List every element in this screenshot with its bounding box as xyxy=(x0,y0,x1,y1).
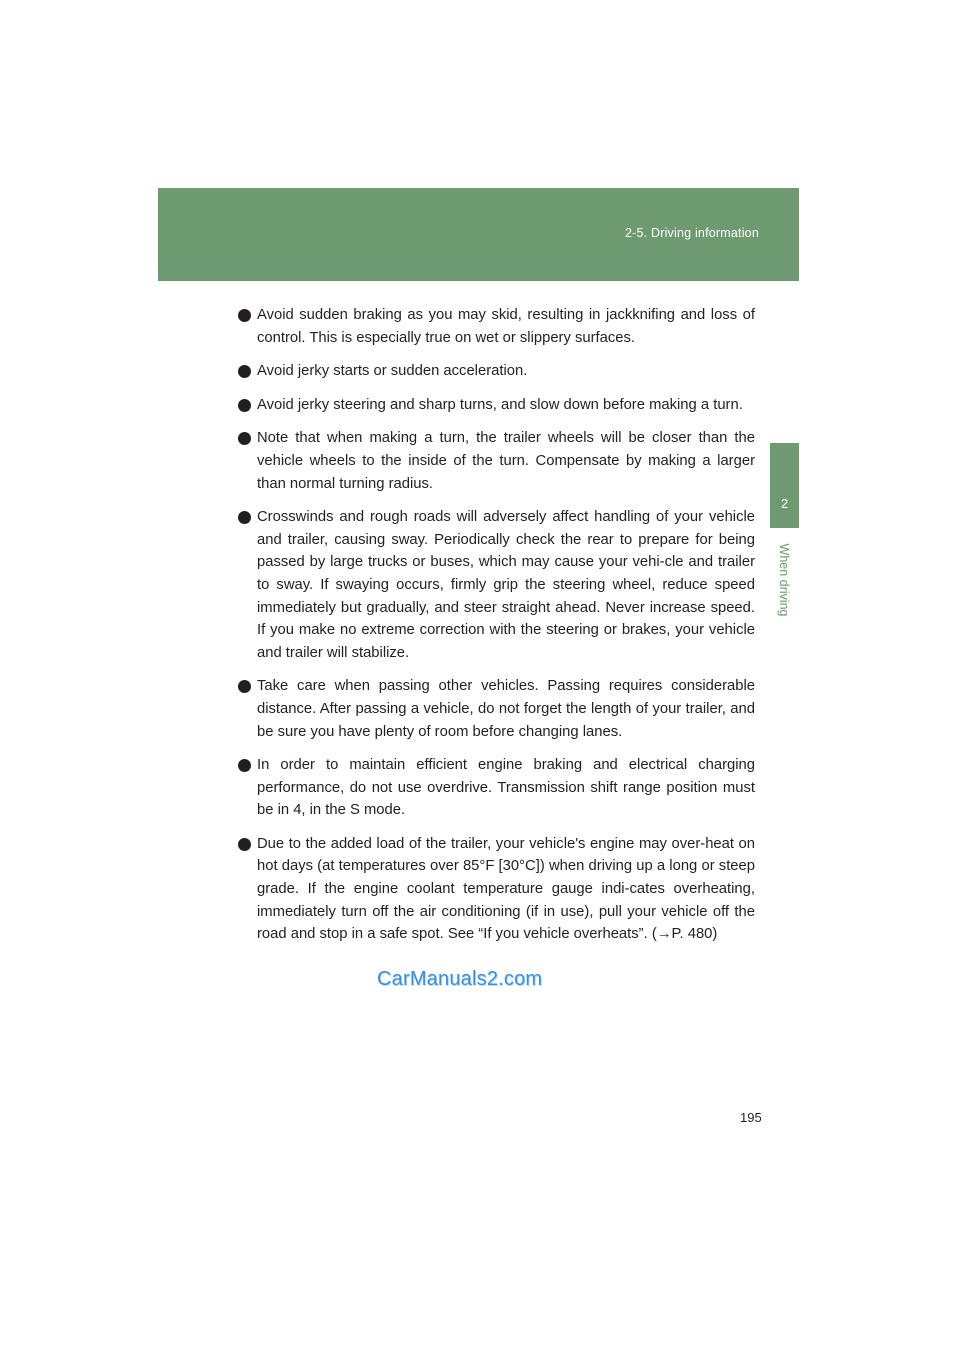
bullet-text: Note that when making a turn, the trailer wheels will be closer than the vehicle wheels to the inside of the turn. Compensate by making a larger than normal turning radius. xyxy=(257,430,755,492)
bullet-icon xyxy=(238,680,251,693)
bullet-icon xyxy=(238,309,251,322)
header-band xyxy=(158,188,799,281)
chapter-label: When driving xyxy=(777,543,791,617)
bullet-text: In order to maintain efficient engine braking and electrical charging performance, do not use overdrive. Transmission shift range position must be in 4, in the S mode. xyxy=(257,757,755,819)
list-item xyxy=(238,675,755,743)
list-item xyxy=(238,304,755,349)
bullet-text: Crosswinds and rough roads will adversely affect handling of your vehicle and trailer, causing sway. Periodically check the rear to prepare for being passed by large trucks or buses, which may cause your vehi-cle and trailer to sway. If swaying occurs, firmly grip the steering wheel, reduce speed immediately but gradually, and steer straight ahead. Never increase speed. If you make no extreme correction with the steering or brakes, your vehicle and trailer will stabilize. xyxy=(257,509,755,661)
list-item xyxy=(238,360,755,383)
list-item xyxy=(238,833,755,946)
chapter-tab xyxy=(770,443,799,528)
bullet-text: Avoid jerky starts or sudden acceleration. xyxy=(257,363,528,380)
bullet-list xyxy=(238,304,755,957)
bullet-icon xyxy=(238,511,251,524)
watermark-link[interactable]: CarManuals2.com xyxy=(377,968,543,990)
page-number: 195 xyxy=(740,1110,762,1125)
bullet-icon xyxy=(238,399,251,412)
list-item xyxy=(238,427,755,495)
list-item xyxy=(238,506,755,664)
bullet-icon xyxy=(238,432,251,445)
bullet-text: Due to the added load of the trailer, your vehicle's engine may over-heat on hot days (at temperatures over 85°F [30°C]) when driving up a long or steep grade. If the engine coolant temperature gauge indi-cates overheating, immediately turn off the air conditioning (if in use), pull your vehicle off the road and stop in a safe spot. See “If you vehicle overheats”. (→P. 480) xyxy=(257,835,755,943)
list-item xyxy=(238,394,755,417)
bullet-text: Take care when passing other vehicles. Passing requires considerable distance. After passing a vehicle, do not forget the length of your trailer, and be sure you have plenty of room before changing lanes. xyxy=(257,678,755,740)
bullet-text: Avoid jerky steering and sharp turns, and slow down before making a turn. xyxy=(257,396,743,413)
bullet-icon xyxy=(238,759,251,772)
bullet-icon xyxy=(238,838,251,851)
list-item xyxy=(238,754,755,822)
section-title: 2-5. Driving information xyxy=(624,226,759,240)
bullet-text: Avoid sudden braking as you may skid, resulting in jackknifing and loss of control. This is especially true on wet or slippery surfaces. xyxy=(257,307,755,346)
chapter-number: 2 xyxy=(780,496,789,511)
bullet-icon xyxy=(238,365,251,378)
